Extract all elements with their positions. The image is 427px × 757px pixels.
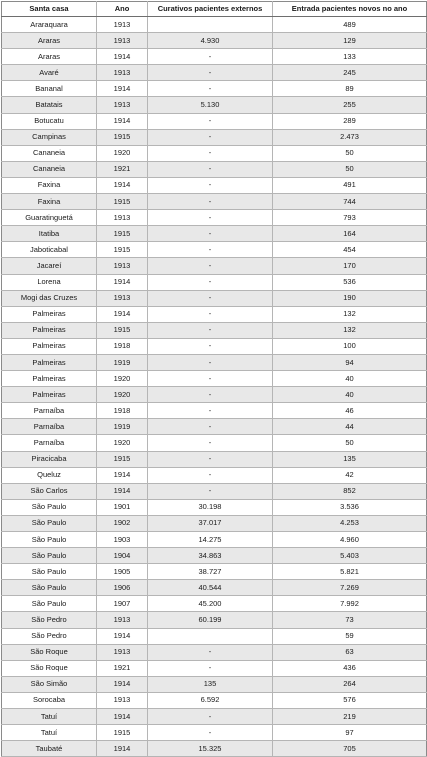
cell-entrada: 255 bbox=[273, 97, 427, 113]
header-row bbox=[2, 2, 427, 17]
cell-ano: 1918 bbox=[97, 338, 148, 354]
cell-curativos: - bbox=[148, 354, 273, 370]
cell-santa-casa: Parnaíba bbox=[2, 435, 97, 451]
table-row bbox=[2, 532, 427, 548]
table-row bbox=[2, 580, 427, 596]
cell-ano: 1914 bbox=[97, 483, 148, 499]
cell-santa-casa: São Simão bbox=[2, 676, 97, 692]
cell-ano: 1902 bbox=[97, 515, 148, 531]
cell-santa-casa: Avaré bbox=[2, 65, 97, 81]
cell-santa-casa: Sorocaba bbox=[2, 692, 97, 708]
cell-santa-casa: Parnaíba bbox=[2, 419, 97, 435]
cell-santa-casa: São Paulo bbox=[2, 499, 97, 515]
cell-ano: 1914 bbox=[97, 676, 148, 692]
table-row bbox=[2, 242, 427, 258]
cell-santa-casa: Palmeiras bbox=[2, 306, 97, 322]
table-row bbox=[2, 403, 427, 419]
cell-ano: 1913 bbox=[97, 65, 148, 81]
cell-entrada: 135 bbox=[273, 451, 427, 467]
cell-ano: 1914 bbox=[97, 49, 148, 65]
cell-ano: 1920 bbox=[97, 387, 148, 403]
cell-entrada: 2.473 bbox=[273, 129, 427, 145]
cell-santa-casa: Itatiba bbox=[2, 226, 97, 242]
cell-entrada: 59 bbox=[273, 628, 427, 644]
table-row bbox=[2, 145, 427, 161]
cell-entrada: 42 bbox=[273, 467, 427, 483]
cell-santa-casa: Araraquara bbox=[2, 17, 97, 33]
cell-curativos: 4.930 bbox=[148, 33, 273, 49]
cell-ano: 1914 bbox=[97, 113, 148, 129]
cell-ano: 1920 bbox=[97, 371, 148, 387]
table-row bbox=[2, 33, 427, 49]
cell-entrada: 4.253 bbox=[273, 515, 427, 531]
cell-ano: 1913 bbox=[97, 97, 148, 113]
table-row bbox=[2, 435, 427, 451]
cell-curativos: 5.130 bbox=[148, 97, 273, 113]
cell-santa-casa: Faxina bbox=[2, 177, 97, 193]
cell-santa-casa: Taubaté bbox=[2, 741, 97, 757]
cell-curativos: - bbox=[148, 194, 273, 210]
cell-ano: 1906 bbox=[97, 580, 148, 596]
cell-ano: 1913 bbox=[97, 290, 148, 306]
cell-santa-casa: São Pedro bbox=[2, 612, 97, 628]
cell-entrada: 7.992 bbox=[273, 596, 427, 612]
cell-curativos: - bbox=[148, 145, 273, 161]
cell-entrada: 44 bbox=[273, 419, 427, 435]
cell-entrada: 536 bbox=[273, 274, 427, 290]
cell-curativos: - bbox=[148, 226, 273, 242]
cell-santa-casa: Tatuí bbox=[2, 709, 97, 725]
cell-ano: 1913 bbox=[97, 644, 148, 660]
cell-curativos: - bbox=[148, 65, 273, 81]
cell-ano: 1913 bbox=[97, 692, 148, 708]
table-row bbox=[2, 741, 427, 757]
cell-ano: 1914 bbox=[97, 467, 148, 483]
table-row bbox=[2, 692, 427, 708]
table-row bbox=[2, 354, 427, 370]
cell-santa-casa: São Paulo bbox=[2, 515, 97, 531]
cell-santa-casa: São Paulo bbox=[2, 564, 97, 580]
cell-santa-casa: São Pedro bbox=[2, 628, 97, 644]
cell-ano: 1913 bbox=[97, 210, 148, 226]
table-row bbox=[2, 709, 427, 725]
table-header bbox=[2, 2, 427, 17]
cell-santa-casa: Palmeiras bbox=[2, 338, 97, 354]
cell-entrada: 170 bbox=[273, 258, 427, 274]
cell-entrada: 793 bbox=[273, 210, 427, 226]
header-santa-casa: Santa casa bbox=[2, 2, 97, 17]
cell-entrada: 63 bbox=[273, 644, 427, 660]
cell-curativos: - bbox=[148, 387, 273, 403]
cell-santa-casa: Queluz bbox=[2, 467, 97, 483]
table-row bbox=[2, 612, 427, 628]
cell-curativos: - bbox=[148, 725, 273, 741]
cell-curativos: 37.017 bbox=[148, 515, 273, 531]
cell-entrada: 129 bbox=[273, 33, 427, 49]
cell-curativos: 135 bbox=[148, 676, 273, 692]
cell-curativos: - bbox=[148, 161, 273, 177]
cell-curativos: - bbox=[148, 49, 273, 65]
cell-santa-casa: Faxina bbox=[2, 194, 97, 210]
cell-ano: 1914 bbox=[97, 81, 148, 97]
cell-ano: 1914 bbox=[97, 628, 148, 644]
table-row bbox=[2, 499, 427, 515]
cell-santa-casa: Tatuí bbox=[2, 725, 97, 741]
cell-ano: 1915 bbox=[97, 129, 148, 145]
cell-entrada: 132 bbox=[273, 322, 427, 338]
cell-ano: 1904 bbox=[97, 548, 148, 564]
cell-curativos: 30.198 bbox=[148, 499, 273, 515]
table-row bbox=[2, 17, 427, 33]
cell-curativos bbox=[148, 17, 273, 33]
cell-curativos: - bbox=[148, 371, 273, 387]
cell-ano: 1914 bbox=[97, 741, 148, 757]
cell-curativos: - bbox=[148, 129, 273, 145]
cell-entrada: 133 bbox=[273, 49, 427, 65]
table-row bbox=[2, 161, 427, 177]
cell-santa-casa: Jacareí bbox=[2, 258, 97, 274]
cell-santa-casa: Palmeiras bbox=[2, 354, 97, 370]
cell-entrada: 97 bbox=[273, 725, 427, 741]
cell-ano: 1918 bbox=[97, 403, 148, 419]
cell-santa-casa: Araras bbox=[2, 49, 97, 65]
table-row bbox=[2, 226, 427, 242]
table-row bbox=[2, 97, 427, 113]
cell-ano: 1903 bbox=[97, 532, 148, 548]
header-ano: Ano bbox=[97, 2, 148, 17]
cell-entrada: 744 bbox=[273, 194, 427, 210]
cell-entrada: 489 bbox=[273, 17, 427, 33]
table-row bbox=[2, 65, 427, 81]
cell-entrada: 89 bbox=[273, 81, 427, 97]
cell-santa-casa: São Carlos bbox=[2, 483, 97, 499]
table-body bbox=[2, 17, 427, 757]
table-row bbox=[2, 49, 427, 65]
cell-curativos: - bbox=[148, 338, 273, 354]
cell-santa-casa: Palmeiras bbox=[2, 322, 97, 338]
cell-ano: 1915 bbox=[97, 451, 148, 467]
cell-curativos: - bbox=[148, 113, 273, 129]
cell-entrada: 73 bbox=[273, 612, 427, 628]
table-row bbox=[2, 451, 427, 467]
cell-ano: 1913 bbox=[97, 612, 148, 628]
table-row bbox=[2, 338, 427, 354]
cell-entrada: 40 bbox=[273, 387, 427, 403]
cell-santa-casa: São Paulo bbox=[2, 532, 97, 548]
table-row bbox=[2, 467, 427, 483]
table-row bbox=[2, 113, 427, 129]
cell-santa-casa: São Paulo bbox=[2, 548, 97, 564]
cell-santa-casa: Araras bbox=[2, 33, 97, 49]
table-row bbox=[2, 274, 427, 290]
cell-entrada: 852 bbox=[273, 483, 427, 499]
cell-curativos: - bbox=[148, 274, 273, 290]
cell-curativos: 60.199 bbox=[148, 612, 273, 628]
table-row bbox=[2, 258, 427, 274]
cell-ano: 1913 bbox=[97, 17, 148, 33]
table-row bbox=[2, 419, 427, 435]
cell-curativos: - bbox=[148, 451, 273, 467]
cell-curativos: 45.200 bbox=[148, 596, 273, 612]
cell-curativos: 15.325 bbox=[148, 741, 273, 757]
cell-curativos: - bbox=[148, 709, 273, 725]
cell-santa-casa: Palmeiras bbox=[2, 371, 97, 387]
table-row bbox=[2, 564, 427, 580]
cell-santa-casa: Batatais bbox=[2, 97, 97, 113]
table-row bbox=[2, 194, 427, 210]
cell-entrada: 576 bbox=[273, 692, 427, 708]
cell-santa-casa: Bananal bbox=[2, 81, 97, 97]
cell-curativos: - bbox=[148, 467, 273, 483]
cell-entrada: 491 bbox=[273, 177, 427, 193]
cell-entrada: 7.269 bbox=[273, 580, 427, 596]
cell-entrada: 50 bbox=[273, 161, 427, 177]
cell-entrada: 164 bbox=[273, 226, 427, 242]
header-entrada: Entrada pacientes novos no ano bbox=[273, 2, 427, 17]
cell-curativos: 38.727 bbox=[148, 564, 273, 580]
header-curativos: Curativos pacientes externos bbox=[148, 2, 273, 17]
cell-curativos: - bbox=[148, 403, 273, 419]
cell-entrada: 5.821 bbox=[273, 564, 427, 580]
cell-curativos bbox=[148, 628, 273, 644]
cell-entrada: 4.960 bbox=[273, 532, 427, 548]
cell-ano: 1915 bbox=[97, 194, 148, 210]
cell-entrada: 3.536 bbox=[273, 499, 427, 515]
cell-curativos: - bbox=[148, 81, 273, 97]
cell-santa-casa: Lorena bbox=[2, 274, 97, 290]
cell-ano: 1915 bbox=[97, 725, 148, 741]
cell-santa-casa: Botucatu bbox=[2, 113, 97, 129]
cell-entrada: 132 bbox=[273, 306, 427, 322]
table-row bbox=[2, 548, 427, 564]
cell-curativos: 14.275 bbox=[148, 532, 273, 548]
cell-santa-casa: Palmeiras bbox=[2, 387, 97, 403]
cell-ano: 1914 bbox=[97, 709, 148, 725]
cell-curativos: 34.863 bbox=[148, 548, 273, 564]
cell-ano: 1920 bbox=[97, 435, 148, 451]
cell-curativos: - bbox=[148, 644, 273, 660]
cell-ano: 1913 bbox=[97, 258, 148, 274]
cell-curativos: - bbox=[148, 306, 273, 322]
cell-ano: 1921 bbox=[97, 161, 148, 177]
cell-entrada: 219 bbox=[273, 709, 427, 725]
table-row bbox=[2, 306, 427, 322]
cell-ano: 1905 bbox=[97, 564, 148, 580]
cell-santa-casa: Jaboticabal bbox=[2, 242, 97, 258]
cell-entrada: 454 bbox=[273, 242, 427, 258]
table-row bbox=[2, 387, 427, 403]
cell-ano: 1920 bbox=[97, 145, 148, 161]
document-page bbox=[1, 1, 426, 753]
cell-entrada: 264 bbox=[273, 676, 427, 692]
cell-santa-casa: Piracicaba bbox=[2, 451, 97, 467]
cell-curativos: - bbox=[148, 435, 273, 451]
cell-curativos: - bbox=[148, 660, 273, 676]
cell-santa-casa: Cananeia bbox=[2, 145, 97, 161]
cell-curativos: 6.592 bbox=[148, 692, 273, 708]
cell-santa-casa: Guaratinguetá bbox=[2, 210, 97, 226]
cell-entrada: 705 bbox=[273, 741, 427, 757]
cell-ano: 1919 bbox=[97, 354, 148, 370]
cell-santa-casa: Campinas bbox=[2, 129, 97, 145]
cell-ano: 1914 bbox=[97, 177, 148, 193]
cell-ano: 1907 bbox=[97, 596, 148, 612]
table-row bbox=[2, 290, 427, 306]
cell-santa-casa: Cananeia bbox=[2, 161, 97, 177]
cell-santa-casa: São Roque bbox=[2, 644, 97, 660]
table-row bbox=[2, 660, 427, 676]
cell-ano: 1915 bbox=[97, 226, 148, 242]
cell-curativos: - bbox=[148, 419, 273, 435]
cell-entrada: 46 bbox=[273, 403, 427, 419]
cell-curativos: - bbox=[148, 483, 273, 499]
table-row bbox=[2, 371, 427, 387]
table-row bbox=[2, 628, 427, 644]
table-row bbox=[2, 129, 427, 145]
cell-santa-casa: Parnaíba bbox=[2, 403, 97, 419]
cell-ano: 1901 bbox=[97, 499, 148, 515]
cell-santa-casa: Mogi das Cruzes bbox=[2, 290, 97, 306]
cell-curativos: 40.544 bbox=[148, 580, 273, 596]
cell-entrada: 50 bbox=[273, 145, 427, 161]
table-row bbox=[2, 596, 427, 612]
cell-curativos: - bbox=[148, 258, 273, 274]
cell-entrada: 5.403 bbox=[273, 548, 427, 564]
cell-curativos: - bbox=[148, 322, 273, 338]
cell-entrada: 50 bbox=[273, 435, 427, 451]
cell-ano: 1914 bbox=[97, 306, 148, 322]
cell-entrada: 40 bbox=[273, 371, 427, 387]
cell-curativos: - bbox=[148, 290, 273, 306]
cell-ano: 1914 bbox=[97, 274, 148, 290]
cell-ano: 1919 bbox=[97, 419, 148, 435]
table-row bbox=[2, 177, 427, 193]
table-row bbox=[2, 210, 427, 226]
santa-casa-table bbox=[1, 1, 427, 757]
table-row bbox=[2, 676, 427, 692]
cell-curativos: - bbox=[148, 177, 273, 193]
cell-entrada: 245 bbox=[273, 65, 427, 81]
table-row bbox=[2, 515, 427, 531]
cell-entrada: 436 bbox=[273, 660, 427, 676]
table-row bbox=[2, 483, 427, 499]
table-row bbox=[2, 725, 427, 741]
cell-curativos: - bbox=[148, 210, 273, 226]
table-row bbox=[2, 322, 427, 338]
cell-entrada: 94 bbox=[273, 354, 427, 370]
cell-ano: 1913 bbox=[97, 33, 148, 49]
table-row bbox=[2, 81, 427, 97]
cell-ano: 1915 bbox=[97, 322, 148, 338]
table-row bbox=[2, 644, 427, 660]
cell-entrada: 100 bbox=[273, 338, 427, 354]
cell-santa-casa: São Paulo bbox=[2, 580, 97, 596]
cell-entrada: 289 bbox=[273, 113, 427, 129]
cell-ano: 1921 bbox=[97, 660, 148, 676]
cell-ano: 1915 bbox=[97, 242, 148, 258]
cell-curativos: - bbox=[148, 242, 273, 258]
cell-santa-casa: São Roque bbox=[2, 660, 97, 676]
cell-entrada: 190 bbox=[273, 290, 427, 306]
cell-santa-casa: São Paulo bbox=[2, 596, 97, 612]
